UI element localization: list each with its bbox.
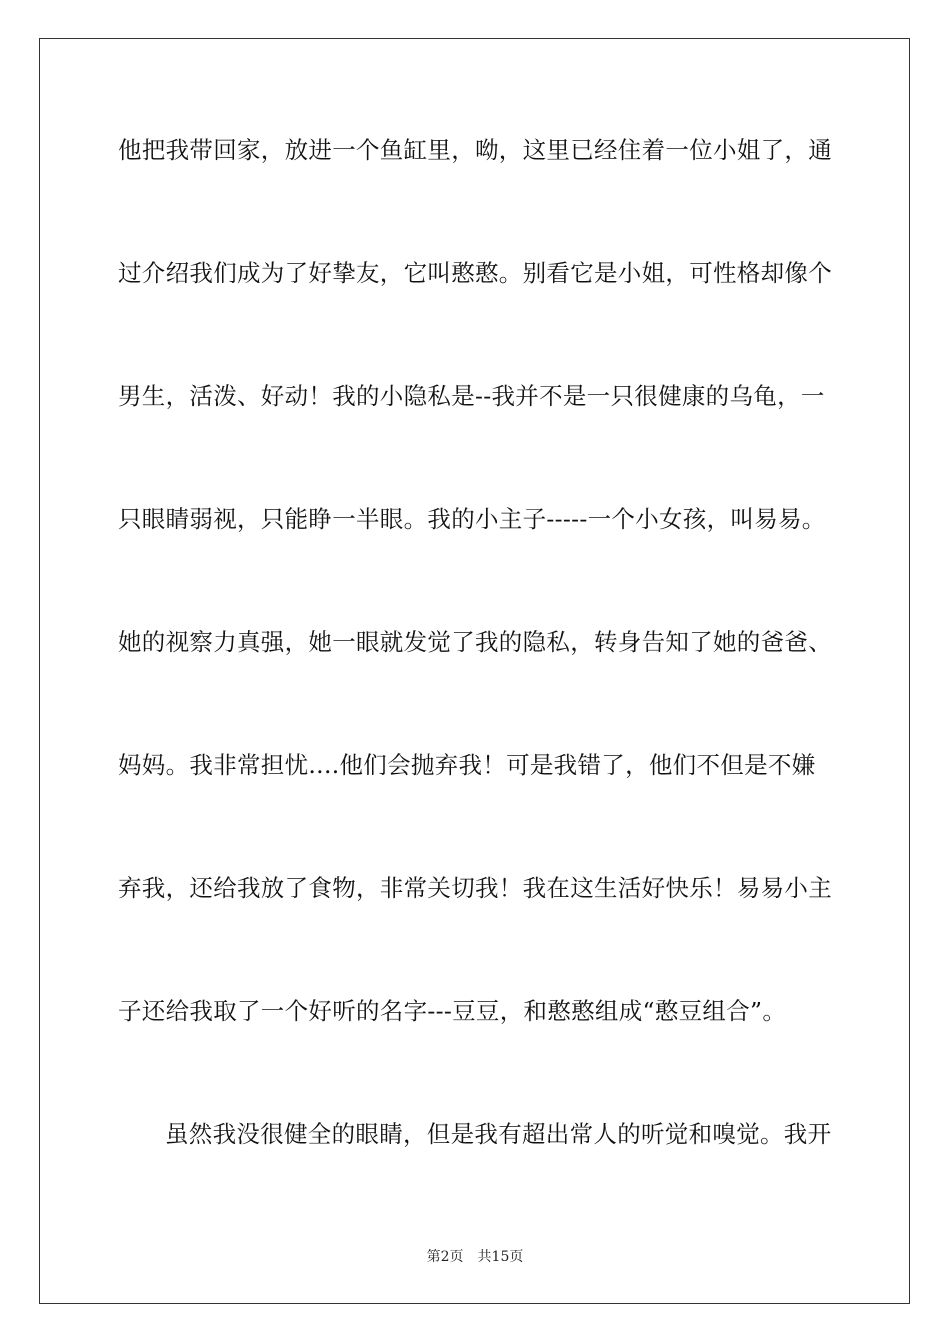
text-line: 子还给我取了一个好听的名字---豆豆，和憨憨组成“憨豆组合”。: [118, 997, 787, 1025]
paragraph-start-line: 虽然我没很健全的眼睛，但是我有超出常人的听觉和嗅觉。我开: [165, 1120, 832, 1148]
page-footer: [0, 1246, 950, 1266]
text-line: 她的视察力真强，她一眼就发觉了我的隐私，转身告知了她的爸爸、: [118, 628, 832, 656]
text-line: 弃我，还给我放了食物，非常关切我！我在这生活好快乐！易易小主: [118, 874, 832, 902]
text-line: 过介绍我们成为了好挚友，它叫憨憨。别看它是小姐，可性格却像个: [118, 259, 832, 287]
page-total: 共15页: [477, 1249, 524, 1265]
page-number: 第2页: [426, 1249, 464, 1265]
text-line: 只眼睛弱视，只能睁一半眼。我的小主子-----一个小女孩，叫易易。: [118, 505, 826, 533]
text-line: 男生，活泼、好动！我的小隐私是--我并不是一只很健康的乌龟，一: [118, 382, 825, 410]
text-line: 他把我带回家，放进一个鱼缸里，呦，这里已经住着一位小姐了，通: [118, 136, 832, 164]
document-body: [118, 124, 834, 1231]
text-line: 妈妈。我非常担忧....他们会抛弃我！可是我错了，他们不但是不嫌: [118, 751, 816, 779]
